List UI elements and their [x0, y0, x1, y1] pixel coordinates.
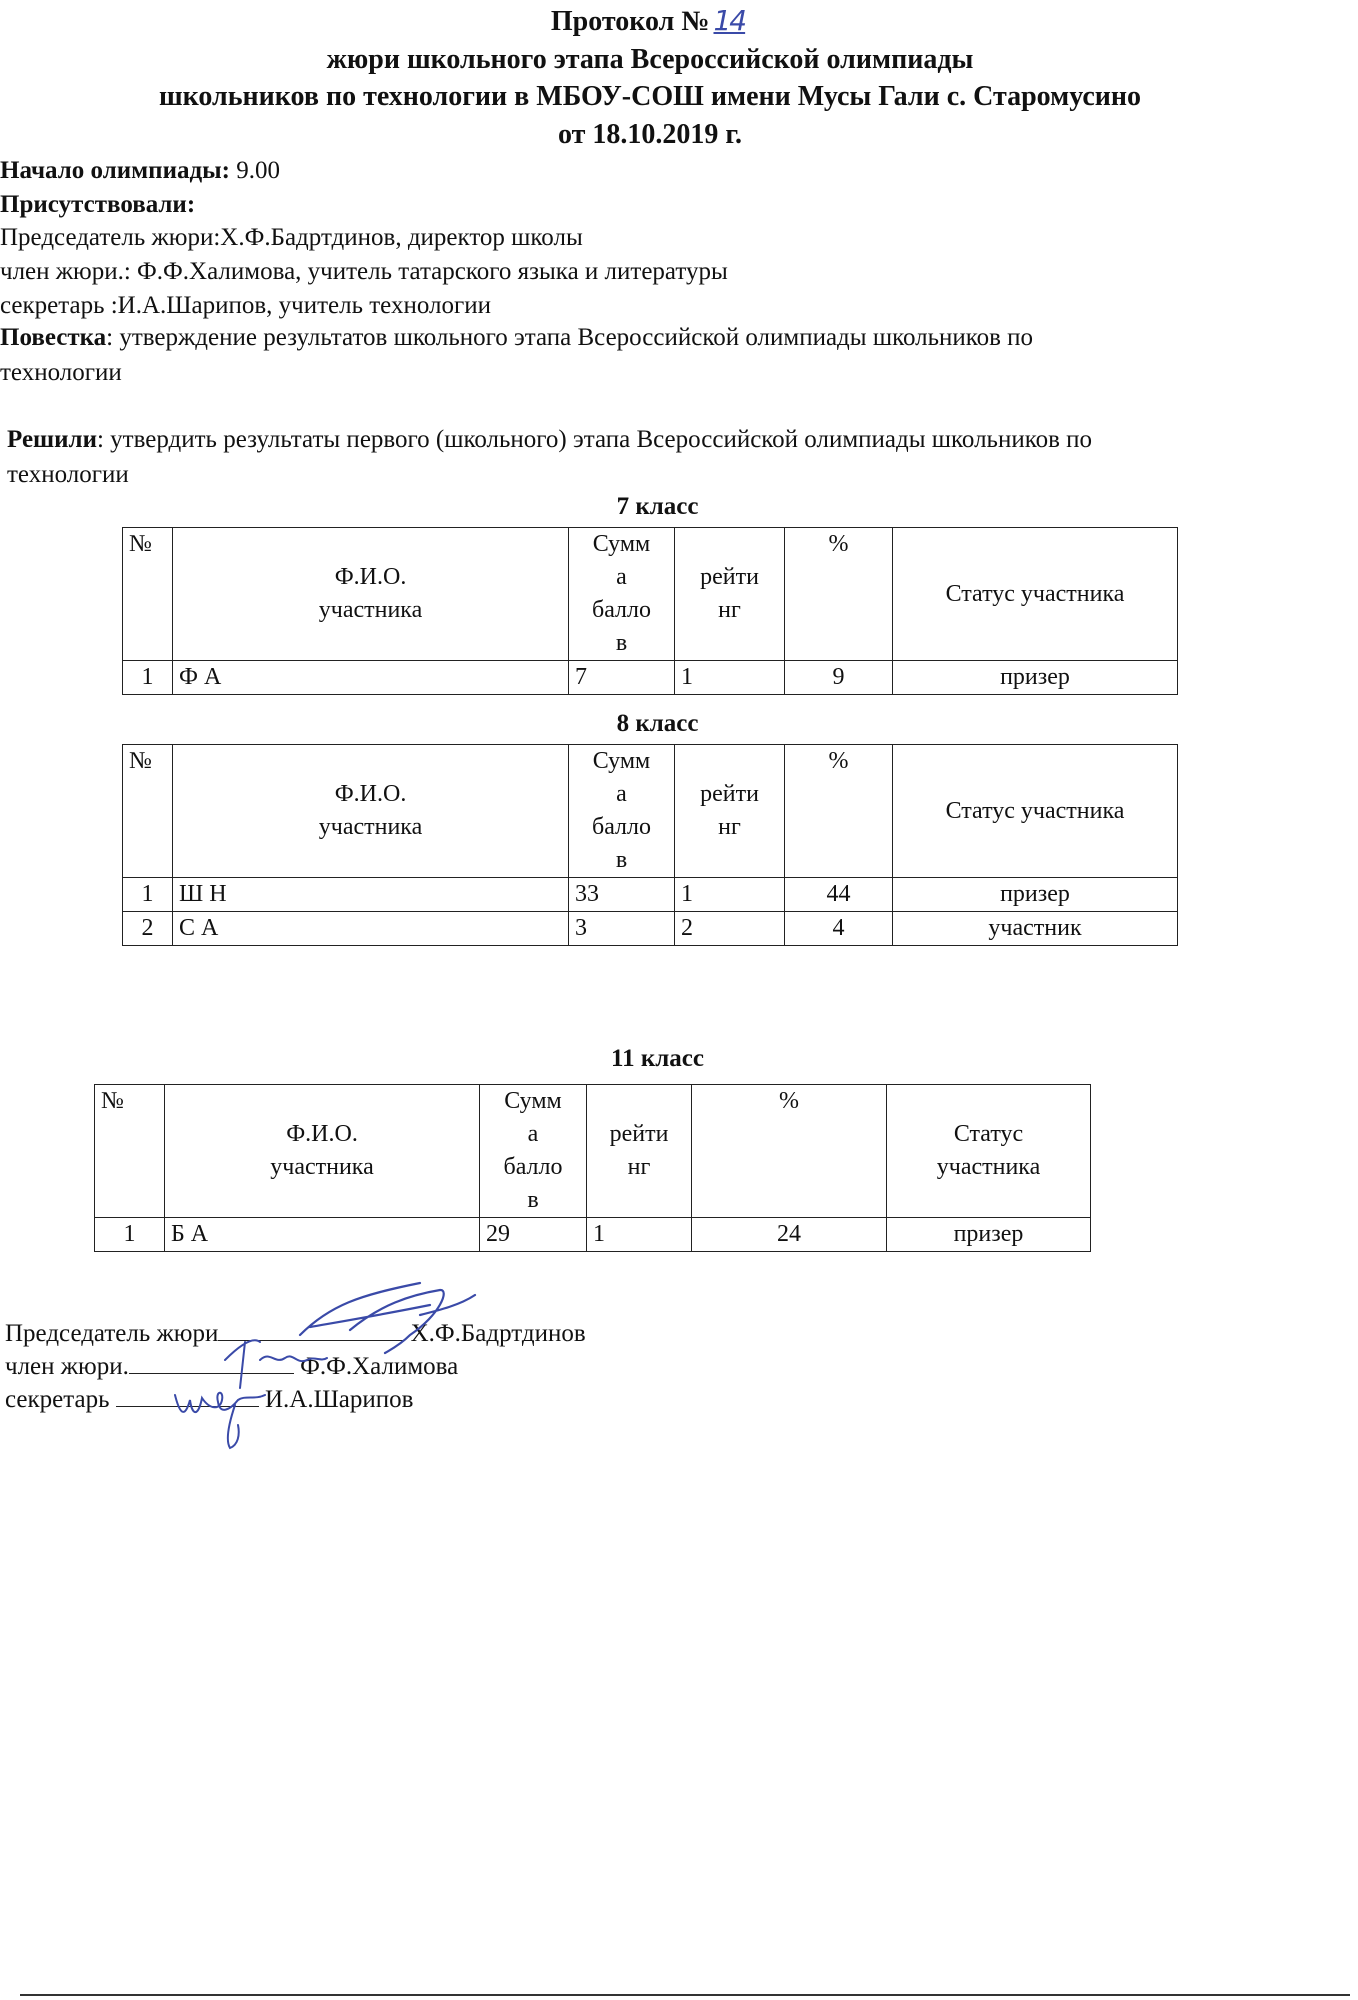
page-bottom-rule [20, 1994, 1350, 1996]
cell-num: 2 [123, 912, 173, 946]
signature-secretary-label: секретарь [5, 1386, 116, 1413]
col-status: Статус участника [893, 528, 1178, 661]
start-value: 9.00 [229, 157, 280, 184]
cell-score: 33 [569, 878, 675, 912]
results-table-grade-7 [122, 527, 1178, 695]
cell-name: Ф А [173, 661, 569, 695]
table-header-row [123, 745, 1178, 878]
signature-scrawl-secretary [160, 1370, 280, 1450]
col-score: Сумм а балло в [569, 528, 675, 661]
col-num: № [95, 1085, 165, 1218]
col-pct: % [785, 528, 893, 661]
cell-num: 1 [95, 1218, 165, 1252]
table-row [123, 912, 1178, 946]
member-line: член жюри.: Ф.Ф.Халимова, учитель татарского языка и литературы [0, 258, 728, 285]
cell-status: призер [887, 1218, 1091, 1252]
chair-line: Председатель жюри:Х.Ф.Бадртдинов, директор школы [0, 224, 583, 251]
cell-pct: 4 [785, 912, 893, 946]
table-header-row [95, 1085, 1091, 1218]
cell-name: Ш Н [173, 878, 569, 912]
results-table-grade-8 [122, 744, 1178, 946]
agenda-text: : утверждение результатов школьного этапа Всероссийской олимпиады школьников по [106, 324, 1034, 351]
cell-status: призер [893, 661, 1178, 695]
col-status: Статус участника [893, 745, 1178, 878]
col-name: Ф.И.О. участника [173, 528, 569, 661]
present-label: Присутствовали: [0, 191, 196, 218]
cell-pct: 24 [692, 1218, 887, 1252]
cell-score: 29 [480, 1218, 587, 1252]
cell-score: 3 [569, 912, 675, 946]
cell-rank: 1 [675, 661, 785, 695]
title-date: от 18.10.2019 г. [558, 119, 742, 150]
cell-rank: 1 [675, 878, 785, 912]
cell-rank: 2 [675, 912, 785, 946]
table-row [123, 878, 1178, 912]
cell-score: 7 [569, 661, 675, 695]
col-score: Сумм а балло в [480, 1085, 587, 1218]
col-num: № [123, 528, 173, 661]
signature-chair-name: Х.Ф.Бадртдинов [404, 1320, 586, 1347]
cell-num: 1 [123, 878, 173, 912]
col-name: Ф.И.О. участника [165, 1085, 480, 1218]
cell-status: участник [893, 912, 1178, 946]
decision-label: Решили [7, 426, 97, 453]
signature-secretary-name: И.А.Шарипов [258, 1386, 414, 1413]
caption-grade-11: 11 класс [611, 1045, 704, 1072]
signature-member-name: Ф.Ф.Халимова [293, 1353, 459, 1380]
decision-text: : утвердить результаты первого (школьного) этапа Всероссийской олимпиады школьников по [96, 426, 1093, 453]
col-num: № [123, 745, 173, 878]
cell-num: 1 [123, 661, 173, 695]
agenda-label: Повестка [0, 324, 107, 351]
start-label: Начало олимпиады: [0, 157, 230, 184]
cell-rank: 1 [587, 1218, 692, 1252]
cell-pct: 9 [785, 661, 893, 695]
table-row [123, 661, 1178, 695]
protocol-title [0, 4, 1300, 39]
signature-member-label: член жюри. [5, 1353, 129, 1380]
title-prefix: Протокол № [550, 6, 710, 37]
protocol-number: 14 [713, 4, 746, 37]
start-line [0, 155, 280, 187]
col-pct: % [692, 1085, 887, 1218]
cell-pct: 44 [785, 878, 893, 912]
decision-line [7, 424, 1092, 456]
agenda-line [0, 322, 1033, 354]
secretary-line: секретарь :И.А.Шарипов, учитель технологии [0, 292, 491, 319]
col-pct: % [785, 745, 893, 878]
col-name: Ф.И.О. участника [173, 745, 569, 878]
col-rank: рейти нг [675, 528, 785, 661]
caption-grade-7: 7 класс [616, 493, 699, 520]
cell-status: призер [893, 878, 1178, 912]
signature-chair-label: Председатель жюри [5, 1320, 219, 1347]
title-line-3: школьников по технологии в МБОУ-СОШ имени Мусы Гали с. Старомусино [158, 81, 1142, 112]
col-rank: рейти нг [675, 745, 785, 878]
col-rank: рейти нг [587, 1085, 692, 1218]
table-header-row [123, 528, 1178, 661]
title-line-2: жюри школьного этапа Всероссийской олимпиады [326, 44, 974, 75]
col-score: Сумм а балло в [569, 745, 675, 878]
col-status: Статус участника [887, 1085, 1091, 1218]
results-table-grade-11 [94, 1084, 1091, 1252]
cell-name: С А [173, 912, 569, 946]
agenda-line-2: технологии [0, 359, 122, 386]
table-row [95, 1218, 1091, 1252]
decision-line-2: технологии [7, 461, 129, 488]
caption-grade-8: 8 класс [616, 710, 699, 737]
cell-name: Б А [165, 1218, 480, 1252]
